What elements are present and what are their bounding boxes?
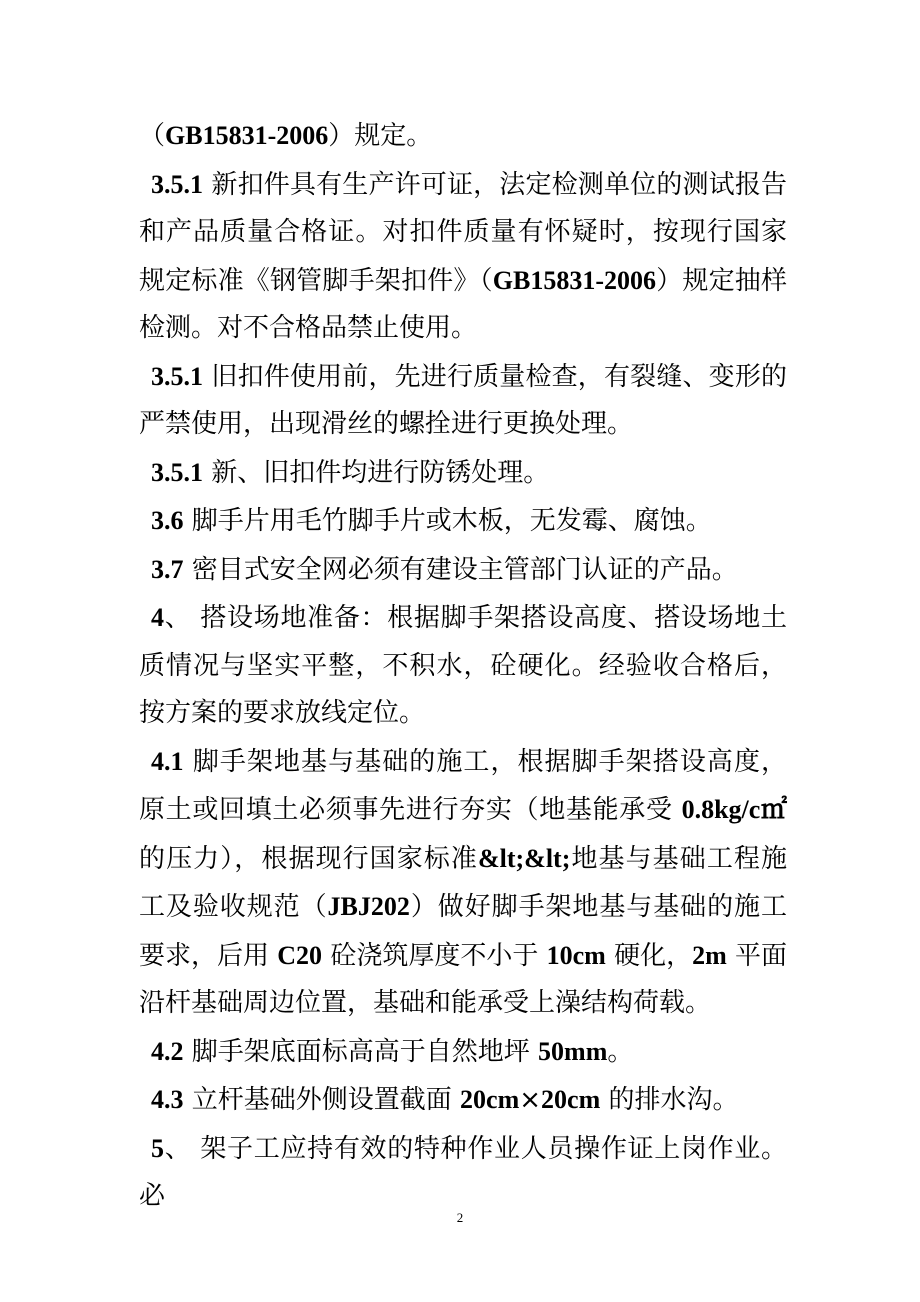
paragraph — [139, 1028, 787, 1077]
bold-run: 50mm — [538, 1036, 608, 1066]
bold-run: 4.2 — [151, 1036, 184, 1066]
bold-run: 0.8kg/c㎡ — [681, 795, 787, 824]
text-run: 的压力），根据现行国家标准 — [139, 843, 478, 874]
bold-run: 4.1 — [151, 746, 184, 776]
text-run: 、 搭设场地准备：根据脚手架搭设高度、搭设场地土质情况与坚实平整，不积水，砼硬化。经验收合格后，按方案的要求放线定位。 — [139, 603, 787, 728]
text-run: 旧扣件使用前，先进行质量检查，有裂缝、变形的严禁使用，出现滑丝的螺拴进行更换处理。 — [139, 361, 787, 439]
bold-run: 10cm — [546, 940, 606, 970]
text-run: × — [519, 1085, 542, 1115]
bold-run: 4.3 — [151, 1085, 184, 1114]
bold-run: 3.7 — [151, 554, 184, 584]
bold-run: 20cm — [460, 1085, 520, 1114]
paragraph — [139, 449, 787, 498]
paragraph — [139, 546, 787, 595]
paragraph — [139, 353, 787, 449]
text-run: （ — [139, 121, 166, 151]
bold-run: 2m — [692, 940, 727, 970]
bold-run: &lt;&lt; — [477, 843, 571, 873]
text-run: 脚手架底面标高高于自然地坪 — [183, 1036, 539, 1067]
text-run: 新、旧扣件均进行防锈处理。 — [203, 457, 550, 488]
bold-run: 4 — [151, 603, 164, 632]
bold-run: GB15831-2006 — [165, 121, 329, 150]
text-run: 硬化， — [605, 940, 693, 971]
page-number: 2 — [456, 1210, 464, 1225]
text-run: 砼浇筑厚度不小于 — [322, 940, 547, 971]
text-run: ）做好脚手架地基与基础的施工要求，后用 — [139, 892, 787, 971]
paragraph — [139, 1076, 787, 1125]
bold-run: 3.6 — [151, 506, 184, 535]
paragraph — [139, 112, 787, 161]
text-run: 平面沿杆基础周边位置，基础和能承受上澡结构荷载。 — [139, 940, 788, 1018]
bold-run: GB15831-2006 — [492, 265, 656, 295]
paragraph — [139, 738, 787, 1028]
text-run: ）规定抽样检测。对不合格品禁止使用。 — [139, 265, 787, 343]
text-run: 。 — [607, 1036, 634, 1067]
bold-run: 3.5.1 — [151, 457, 203, 487]
paragraph — [139, 497, 787, 546]
text-run: 的排水沟。 — [600, 1085, 739, 1115]
body-text — [139, 112, 787, 1221]
text-run: 脚手架地基与基础的施工，根据脚手架搭设高度，原土或回填土必须事先进行夯实（地基能承受 — [139, 746, 787, 825]
text-run: 新扣件具有生产许可证，法定检测单位的测试报告和产品质量合格证。对扣件质量有怀疑时，按现行国家规定标准《钢管脚手架扣件》（ — [139, 169, 787, 296]
paragraph — [139, 161, 787, 353]
bold-run: 20cm — [541, 1085, 601, 1114]
bold-run: 3.5.1 — [151, 361, 203, 391]
paragraph — [139, 594, 787, 738]
text-run: 地基与基础工程施工及验收规范（ — [139, 843, 787, 922]
bold-run: JBJ202 — [327, 892, 410, 921]
text-run: 、 架子工应持有效的特种作业人员操作证上岗作业。必 — [139, 1133, 787, 1211]
text-run: 密目式安全网必须有建设主管部门认证的产品。 — [183, 554, 738, 585]
bold-run: C20 — [277, 940, 323, 970]
text-run: ）规定。 — [328, 121, 433, 151]
text-run: 脚手片用毛竹脚手片或木板，无发霉、腐蚀。 — [183, 506, 712, 536]
paragraph — [139, 1125, 787, 1221]
bold-run: 5 — [151, 1133, 164, 1163]
bold-run: 3.5.1 — [151, 169, 203, 199]
text-run: 立杆基础外侧设置截面 — [183, 1085, 461, 1115]
